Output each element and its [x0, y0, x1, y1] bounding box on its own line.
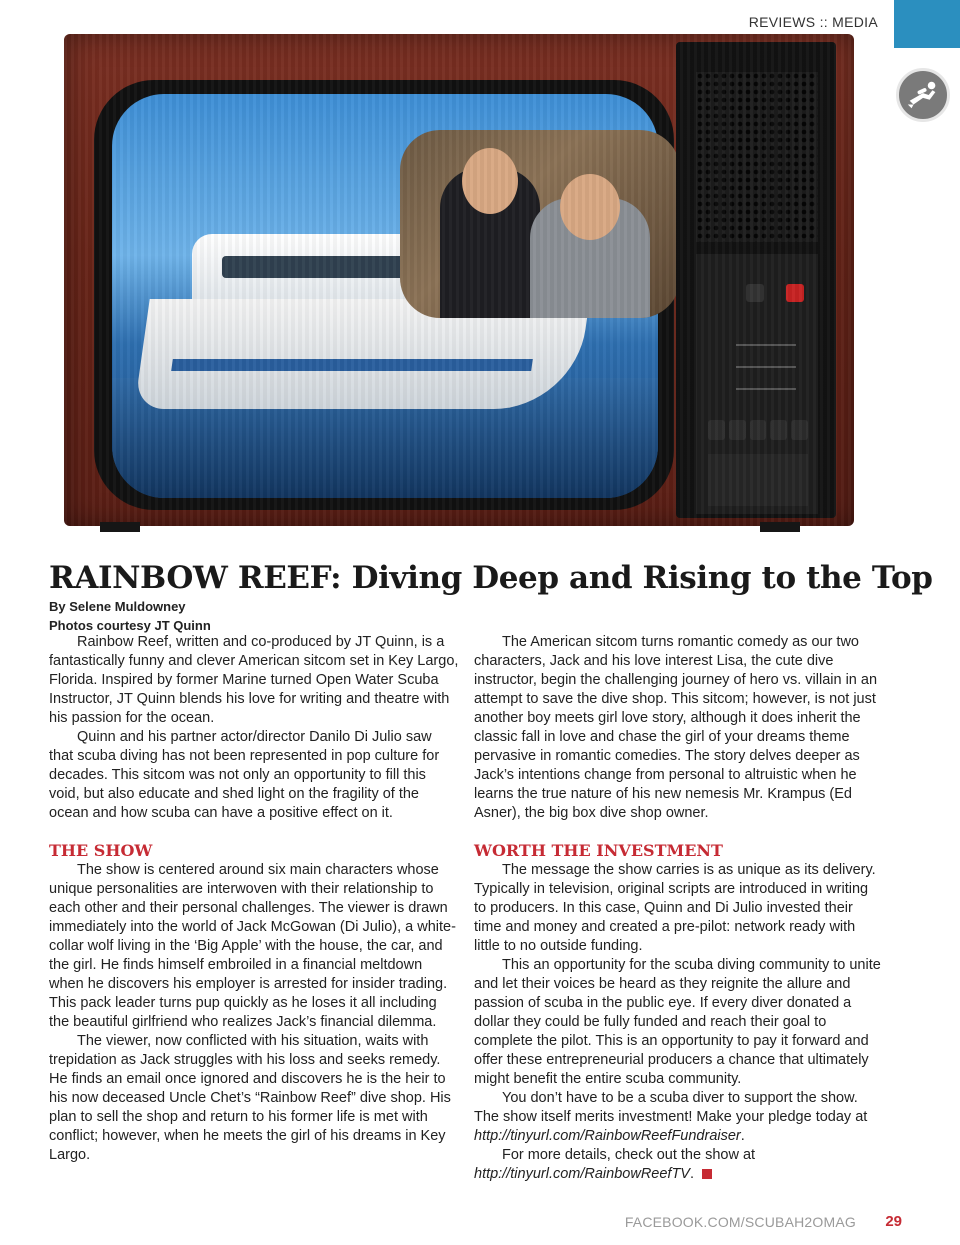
- person-left: [440, 168, 540, 318]
- slider-line: [736, 388, 796, 390]
- paragraph: [474, 1146, 884, 1184]
- page-number: 29: [885, 1213, 902, 1230]
- speaker-grille: [696, 72, 818, 242]
- right-column: [474, 633, 884, 1184]
- slider-line: [736, 366, 796, 368]
- section-label: REVIEWS :: MEDIA: [748, 14, 878, 30]
- paragraph: Rainbow Reef, written and co-produced by JT Quinn, is a fantastically funny and clever American sitcom set in Key Largo, Florida. Inspired by former Marine turned Open Water Scuba Instructor, JT Quinn blends his love for writing and theatre with his passion for the ocean.: [49, 634, 459, 726]
- tv-illustration: [64, 34, 854, 526]
- section-heading: WORTH THE INVESTMENT: [474, 841, 723, 860]
- control-buttons: [696, 254, 818, 514]
- person-right: [530, 198, 650, 318]
- fundraiser-link[interactable]: http://tinyurl.com/RainbowReefFundraiser: [474, 1128, 741, 1144]
- paragraph: The American sitcom turns romantic comedy as our two characters, Jack and his love interest Lisa, the cute dive instructor, begin the challenging journey of hero vs. villain in an attempt to save the dive shop. This sitcom; however, is not just another boy meets girl love story, although it does inherit the classic fall in love and chase the girl of your dreams theme pervasive in romantic comedies. The story delves deeper as Jack’s intentions change from personal to altruistic when he learns the true nature of his new nemesis Mr. Krampus (Ed Asner), the big box dive shop owner.: [474, 634, 878, 821]
- tv-foot: [760, 522, 800, 532]
- boat-cabin: [192, 234, 492, 309]
- channel-buttons: [708, 420, 808, 440]
- end-mark-icon: [702, 1169, 712, 1179]
- boat-stripe: [171, 359, 533, 371]
- author: By Selene Muldowney: [49, 599, 186, 614]
- tv-bezel: [94, 80, 674, 510]
- person-left-head: [462, 148, 518, 214]
- boat-hull: [134, 299, 589, 409]
- tv-screen: [112, 94, 658, 498]
- paragraph-text: For more details, check out the show at: [502, 1147, 756, 1163]
- photo-credit: Photos courtesy JT Quinn: [49, 618, 211, 633]
- lower-grille: [708, 454, 808, 506]
- tv-foot: [100, 522, 140, 532]
- footer-site: FACEBOOK.COM/SCUBAH2OMAG: [624, 1214, 856, 1230]
- paragraph: Quinn and his partner actor/director Danilo Di Julio saw that scuba diving has not been represented in pop culture for decades. This sitcom was not only an opportunity to fill this void, but also educate and shed light on the fragility of the ocean and how scuba can have a positive effect on it.: [49, 729, 440, 821]
- left-column: [49, 633, 459, 1165]
- byline: [49, 597, 211, 635]
- paragraph: The message the show carries is as unique as its delivery. Typically in television, original scripts are introduced in writing to producers. In this case, Quinn and Di Julio invested their time and money and created a pre-pilot: network ready with little to no outside funding.: [474, 862, 876, 954]
- person-right-head: [560, 174, 620, 240]
- tv-control-panel: [676, 42, 836, 518]
- corner-tab: [894, 0, 960, 48]
- section-heading: THE SHOW: [49, 841, 153, 860]
- paragraph: The viewer, now conflicted with his situation, waits with trepidation as Jack struggles with his loss and seeks remedy. He finds an email once ignored and discovers he is the heir to his now deceased Uncle Chet’s “Rainbow Reef” dive shop. His plan to sell the shop and return to his former life is met with conflict; however, when he meets the girl of his dreams in Key Largo.: [49, 1033, 451, 1163]
- paragraph: [474, 1089, 884, 1146]
- inset-photo: [400, 130, 680, 318]
- diver-icon: [904, 76, 942, 114]
- slider-line: [736, 344, 796, 346]
- paragraph-text: You don’t have to be a scuba diver to support the show. The show itself merits investment! Make your pledge today at: [474, 1090, 868, 1125]
- power-knob: [786, 284, 804, 302]
- show-link[interactable]: http://tinyurl.com/RainbowReefTV: [474, 1166, 690, 1182]
- article-title: RAINBOW REEF: Diving Deep and Rising to the Top: [49, 560, 933, 596]
- dial-knob: [746, 284, 764, 302]
- ocean: [112, 378, 658, 498]
- paragraph: This an opportunity for the scuba diving community to unite and let their voices be heard as they reignite the allure and passion of scuba in the public eye. If every diver donated a dollar they could be fully funded and reach their goal to complete the pilot. This is an opportunity to pay it forward and offer these entrepreneurial producers a chance that ultimately might benefit the entire scuba community.: [474, 957, 881, 1087]
- paragraph: The show is centered around six main characters whose unique personalities are interwoven with their relationship to each other and their personal challenges. The viewer is drawn immediately into the world of Jack McGowan (Di Julio), a white-collar wolf living in the ‘Big Apple’ with the house, the car, and the girl. He finds himself embroiled in a financial meltdown when he discovers his employer is arrested for insider trading. This pack leader turns pup quickly as he loses it all including the beautiful girlfriend who realizes Jack’s financial dilemma.: [49, 862, 456, 1030]
- diver-badge: [896, 68, 950, 122]
- punctuation: .: [740, 1128, 745, 1144]
- punctuation: .: [689, 1166, 695, 1182]
